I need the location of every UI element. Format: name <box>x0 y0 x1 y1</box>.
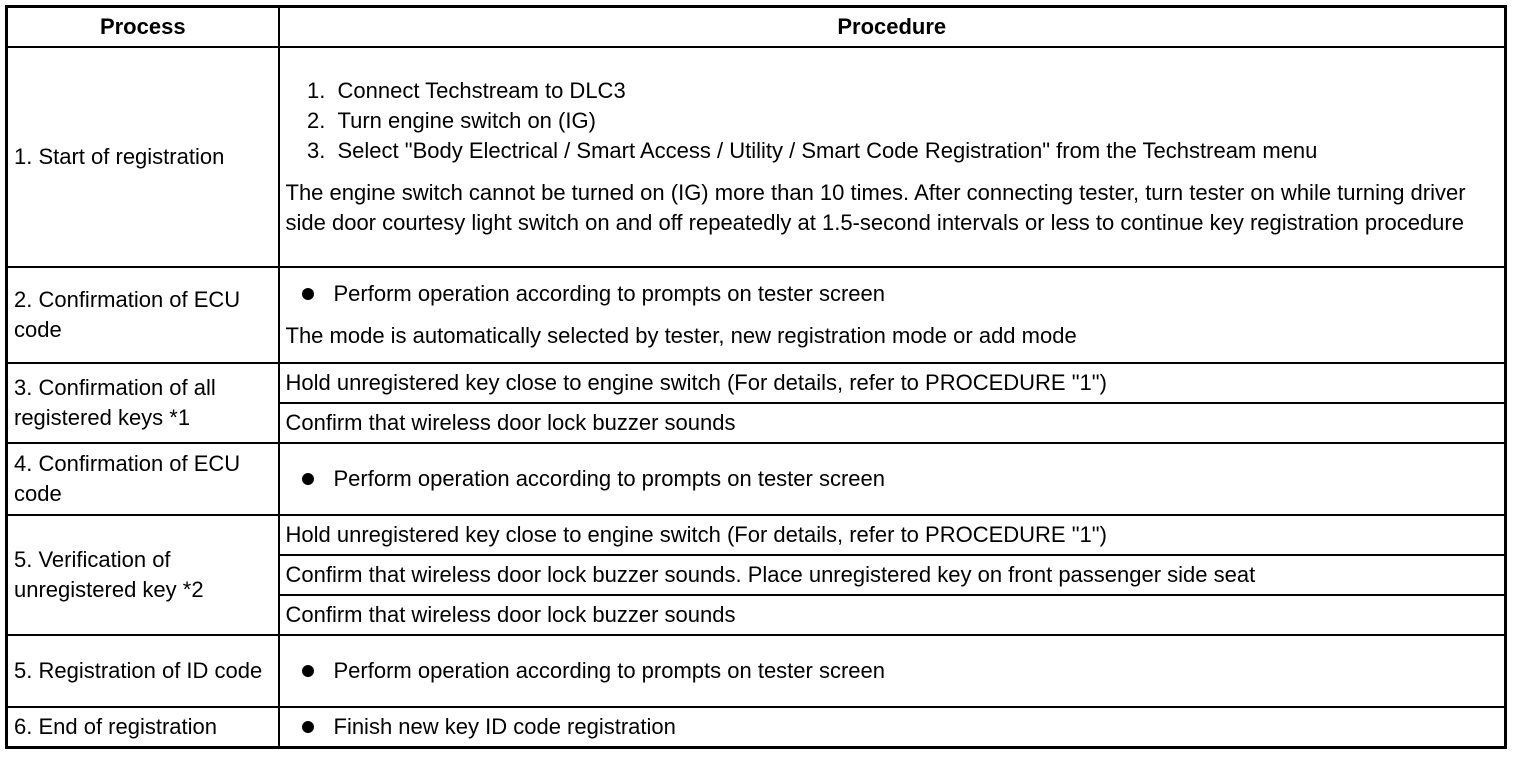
bullet-icon <box>302 721 314 733</box>
table-row <box>7 267 1506 363</box>
procedure-cell <box>279 707 1506 747</box>
process-cell: 5. Verification of unregistered key *2 <box>7 515 279 635</box>
process-cell: 3. Confirmation of all registered keys *1 <box>7 363 279 443</box>
procedure-cell <box>279 635 1506 707</box>
header-row <box>7 7 1506 48</box>
procedure-cell: Confirm that wireless door lock buzzer sounds <box>279 403 1506 443</box>
procedure-table <box>5 5 1507 749</box>
bullet-text: Perform operation according to prompts on tester screen <box>333 281 885 306</box>
list-item: 1. Connect Techstream to DLC3 <box>332 76 1499 106</box>
procedure-cell <box>279 267 1506 363</box>
bullet-text: Finish new key ID code registration <box>333 713 676 739</box>
step-list <box>286 76 1499 166</box>
table-row <box>7 363 1506 403</box>
process-header: Process <box>7 7 279 48</box>
bullet-item <box>286 712 1499 742</box>
process-cell: 6. End of registration <box>7 707 279 747</box>
table-row <box>7 707 1506 747</box>
procedure-cell: Hold unregistered key close to engine switch (For details, refer to PROCEDURE "1") <box>279 515 1506 555</box>
procedure-cell: Hold unregistered key close to engine switch (For details, refer to PROCEDURE "1") <box>279 363 1506 403</box>
bullet-item <box>286 279 1499 309</box>
bullet-icon <box>302 473 314 485</box>
table-row <box>7 515 1506 555</box>
procedure-cell: Confirm that wireless door lock buzzer sounds <box>279 595 1506 635</box>
procedure-cell: Confirm that wireless door lock buzzer sounds. Place unregistered key on front passenger side seat <box>279 555 1506 595</box>
process-cell: 4. Confirmation of ECU code <box>7 443 279 515</box>
procedure-note: The engine switch cannot be turned on (IG) more than 10 times. After connecting tester, turn tester on while turning driver side door courtesy light switch on and off repeatedly at 1.5-second intervals or less to continue key registration procedure <box>285 180 1466 235</box>
procedure-note: The mode is automatically selected by tester, new registration mode or add mode <box>285 323 1077 348</box>
list-item: 3. Select "Body Electrical / Smart Access / Utility / Smart Code Registration" from the Techstream menu <box>332 136 1499 166</box>
bullet-icon <box>302 288 314 300</box>
bullet-text: Perform operation according to prompts on tester screen <box>333 658 885 683</box>
bullet-item <box>286 656 1499 686</box>
process-cell: 5. Registration of ID code <box>7 635 279 707</box>
table-row <box>7 47 1506 267</box>
table-row <box>7 443 1506 515</box>
procedure-cell <box>279 47 1506 267</box>
process-cell: 2. Confirmation of ECU code <box>7 267 279 363</box>
procedure-cell <box>279 443 1506 515</box>
table-row <box>7 635 1506 707</box>
bullet-text: Perform operation according to prompts on tester screen <box>333 466 885 491</box>
bullet-item <box>286 464 1499 494</box>
process-cell: 1. Start of registration <box>7 47 279 267</box>
procedure-header: Procedure <box>279 7 1506 48</box>
bullet-icon <box>302 665 314 677</box>
list-item: 2. Turn engine switch on (IG) <box>332 106 1499 136</box>
